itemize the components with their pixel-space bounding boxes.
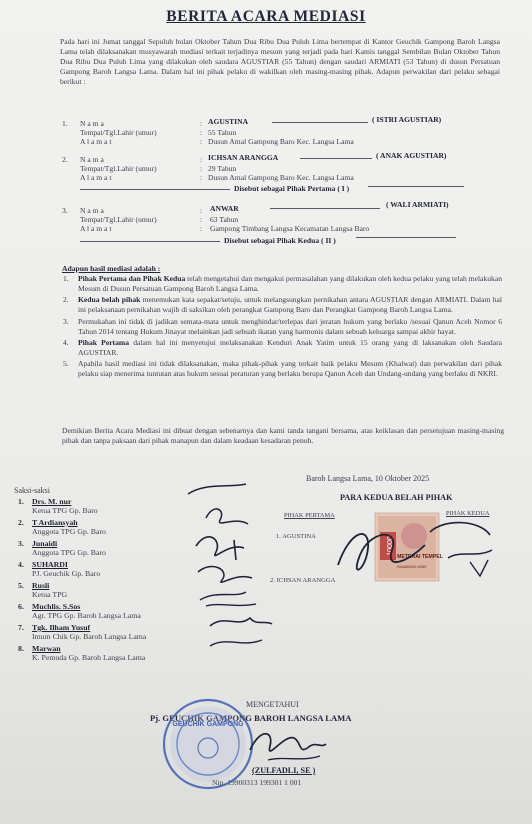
- result-item-text: Apabila hasil mediasi ini tidak dilaksanakan, maka pihak-pihak yang terkait baik pelaku Mesum (Khalwat) dan perwakilan dari pihak pelaku siap menerima tuntutan atas hukum sesuai peraturan yang berlaku berupa Qanun Aceh dan Undang-undang yang berlaku di NKRI.: [78, 359, 502, 379]
- party-3-name-label: N a m a: [80, 206, 104, 215]
- pihak-kedua-sign-label: PIHAK KEDUA: [446, 510, 490, 517]
- witness-item: [18, 560, 198, 581]
- party-2-ttl-colon: :: [200, 164, 203, 173]
- pihak-pertama-label: Disebut sebagai Pihak Pertama ( I ): [234, 184, 350, 193]
- stamp-value: 10000: [387, 536, 394, 556]
- witness-role: Ketua TPG Gp. Baro: [32, 506, 98, 516]
- results-list: [60, 274, 502, 381]
- signature-right-parties: [330, 510, 500, 590]
- witness-item: [18, 602, 198, 623]
- result-item-text: dalam hal ini menyetujui melaksanakan Kenduri Anak Yatim untuk 15 orang yang di laksanakan oleh Saudara AGUSTIAR.: [78, 337, 502, 357]
- witness-name: Drs. M. nur: [32, 497, 72, 506]
- official-title: Pj. GEUCHIK GAMPONG BAROH LANGSA LAMA: [150, 713, 352, 723]
- result-item: [60, 338, 502, 358]
- party-2-relation: ( ANAK AGUSTIAR): [376, 151, 447, 160]
- witness-number: 5.: [18, 581, 24, 590]
- results-heading: Adapun hasil mediasi adalah :: [62, 264, 161, 273]
- witness-number: 4.: [18, 560, 24, 569]
- party-2-name-line: [300, 158, 372, 159]
- party-2-number: 2.: [62, 155, 68, 164]
- witness-number: 3.: [18, 539, 24, 548]
- stamp-text: METERAI TEMPEL: [397, 554, 443, 560]
- closing-paragraph: Demikian Berita Acara Mediasi ini dibuat dengan sebenarnya dan kami tanda tangani bersama, atas keiklasan dan persetujuan masing-masing pihak dan tanpa paksaan dari pihak manapun dan dalam keadaan kesadaran penuh.: [62, 426, 504, 446]
- party-1-number: 1.: [62, 119, 68, 128]
- witness-number: 2.: [18, 518, 24, 527]
- party-3-address-colon: :: [200, 224, 203, 233]
- result-item: [60, 317, 502, 337]
- party-3-name: ANWAR: [210, 204, 239, 213]
- result-item-bold: Pihak Pertama: [78, 337, 130, 347]
- place-date: Baroh Langsa Lama, 10 Oktober 2025: [306, 474, 430, 483]
- witness-item: [18, 623, 198, 644]
- official-signature: [240, 716, 330, 770]
- party-2-name: ICHSAN ARANGGA: [208, 153, 279, 162]
- para-kedua-heading: PARA KEDUA BELAH PIHAK: [340, 493, 453, 502]
- result-item-bold: Kedua belah pihak: [78, 295, 141, 305]
- witness-name: Junaidi: [32, 539, 58, 548]
- witness-number: 7.: [18, 623, 24, 632]
- result-item: [60, 274, 502, 294]
- party-3-age: 63 Tahun: [210, 215, 239, 224]
- party-3-ttl-label: Tempat/Tgl.Lahir (umur): [80, 215, 157, 224]
- party-1-address-colon: :: [200, 137, 203, 146]
- result-item-text: menemukan kata sepakat/setuju, untuk melangsungkan pernikahan antara AGUSTIAR dengan ARMIATI. Dalam hal ini pelaksanaan pernikahan wajib di saksikan oleh perangkat Gampong Baro dan Perangkat Gampong Baroh Langsa Lama.: [78, 295, 502, 315]
- witness-item: [18, 518, 198, 539]
- party-2-colon: :: [200, 155, 203, 164]
- witness-number: 8.: [18, 644, 24, 653]
- party-3-name-line: [270, 208, 380, 209]
- party-2-age: 29 Tahun: [208, 164, 237, 173]
- pihak-pertama-sign-label: PIHAK PERTAMA: [284, 512, 335, 519]
- document-title: BERITA ACARA MEDIASI: [166, 8, 366, 25]
- saksi-heading: Saksi-saksi: [14, 486, 50, 495]
- witness-number: 6.: [18, 602, 24, 611]
- pihak-pertama-line-left: [80, 189, 230, 190]
- party-1-colon: :: [200, 119, 203, 128]
- witness-item: [18, 539, 198, 560]
- pihak-pertama-line-right: [368, 186, 464, 187]
- witness-name: SUHARDI: [32, 560, 68, 569]
- mengetahui-label: MENGETAHUI: [246, 700, 299, 709]
- official-name: (ZULFADLI, SE ): [252, 766, 316, 775]
- party-3-number: 3.: [62, 206, 68, 215]
- seal-text: GEUCHIK GAMPONG: [172, 721, 244, 728]
- result-item: [60, 295, 502, 315]
- party-1-relation: ( ISTRI AGUSTIAR): [372, 115, 442, 124]
- pihak-kedua-line-left: [80, 241, 220, 242]
- witness-role: K. Pemuda Gp. Baroh Langsa Lama: [32, 653, 146, 663]
- party-2-ttl-label: Tempat/Tgl.Lahir (umur): [80, 164, 157, 173]
- party-3-address: Gampong Timbang Langsa Kecamatan Langsa Baro: [210, 224, 370, 233]
- party-3-ttl-colon: :: [200, 215, 203, 224]
- party-2-name-label: N a m a: [80, 155, 104, 164]
- party-3-address-label: A l a m a t: [80, 224, 112, 233]
- party-2-address-label: A l a m a t: [80, 173, 112, 182]
- witness-number: 1.: [18, 497, 24, 506]
- official-nip: Nip. 19900313 199301 1 001: [212, 778, 302, 787]
- witness-item: [18, 497, 198, 518]
- party-1-name: AGUSTINA: [208, 117, 249, 126]
- result-item-number: 3.: [63, 316, 69, 326]
- party-1-name-label: N a m a: [80, 119, 104, 128]
- party-2-address: Dusun Amal Gampong Baro Kec. Langsa Lama: [208, 173, 354, 182]
- signer-1: 1. AGUSTINA: [276, 533, 316, 540]
- result-item-number: 5.: [63, 359, 69, 369]
- party-1-address: Dusun Amal Gampong Baro Kec. Langsa Lama: [208, 137, 354, 146]
- pihak-kedua-label: Disebut sebagai Pihak Kedua ( II ): [224, 236, 336, 245]
- result-item-text: telah mengetahui dan mengakui permasalahan yang dilakukan oleh kedua pelaku yang telah melakukan Mesum di Dusun Persatuan Gampong Baroh Langsa Lama.: [78, 274, 502, 293]
- party-3-colon: :: [200, 206, 203, 215]
- witness-role: Agt. TPG Gp. Baroh Langsa Lama: [32, 611, 141, 621]
- witness-role: Anggota TPG Gp. Baro: [32, 527, 106, 537]
- result-item-number: 2.: [63, 295, 69, 305]
- witness-name: Marwan: [32, 644, 61, 653]
- witness-role: Anggota TPG Gp. Baro: [32, 548, 106, 558]
- stamp-code: FAAANX400 10087: [397, 565, 427, 569]
- witness-signatures: [176, 480, 286, 670]
- witness-item: [18, 644, 198, 665]
- party-1-ttl-label: Tempat/Tgl.Lahir (umur): [80, 128, 157, 137]
- witness-name: Rusli: [32, 581, 50, 590]
- witness-name: Muchlis. S.Sos: [32, 602, 81, 611]
- witness-role: Imum Chik Gp. Baroh Langsa Lama: [32, 632, 147, 642]
- witness-role: Ketua TPG: [32, 590, 68, 600]
- party-1-age: 55 Tahun: [208, 128, 237, 137]
- witness-item: [18, 581, 198, 602]
- intro-paragraph: Pada hari ini Jumat tanggal Sepuluh bulan Oktober Tahun Dua Ribu Dua Puluh Lima bertempat di Kantor Geuchik Gampong Baroh Langsa Lama telah dilaksanakan musyawarah mediasi terkait terjadinya mesum yang terjadi pada hari Kamis tanggal Sembilan Bulan Oktober Tahun Dua Ribu Dua Puluh Lima yang dilakukan oleh saudara AGUSTIAR (55 Tahun) dengan saudari ARMIATI (53 Tahun) di dusun Persatuan Gampong Baroh Langsa Lama. Dalam hal ini pihak pelaku di wakilkan oleh masing-masing pihak. Adapun perwakilan dari pelaku sebagai berikut :: [60, 37, 500, 87]
- party-1-ttl-colon: :: [200, 128, 203, 137]
- party-1-name-line: [272, 122, 368, 123]
- party-1-address-label: A l a m a t: [80, 137, 112, 146]
- pihak-kedua-line-right: [356, 237, 456, 238]
- witness-list: [18, 497, 198, 665]
- result-item-number: 1.: [63, 274, 69, 283]
- result-item-number: 4.: [63, 337, 69, 347]
- witness-name: T Ardiansyah: [32, 518, 78, 527]
- party-2-address-colon: :: [200, 173, 203, 182]
- result-item: [60, 359, 502, 379]
- result-item-text: Permukahan ini tidak di jadikan semata-mata untuk menghindar/terlepas dari jeratan hukum yang berlaku /sesuai Qanun Aceh Nomor 6 Tahun 2014 tentang Hukum Jinayat melainkan jadi sebuah ikatan yang harmonis dalam sebuah keluarga sampai akhir hayat.: [78, 316, 502, 336]
- party-3-relation: ( WALI ARMIATI): [386, 200, 449, 209]
- result-item-bold: Pihak Pertama dan Pihak Kedua: [78, 274, 186, 283]
- witness-role: PJ. Geuchik Gp. Baro: [32, 569, 101, 579]
- witness-name: Tgk. Ilham Yusuf: [32, 623, 91, 632]
- signer-2: 2. ICHSAN ARANGGA: [270, 577, 336, 584]
